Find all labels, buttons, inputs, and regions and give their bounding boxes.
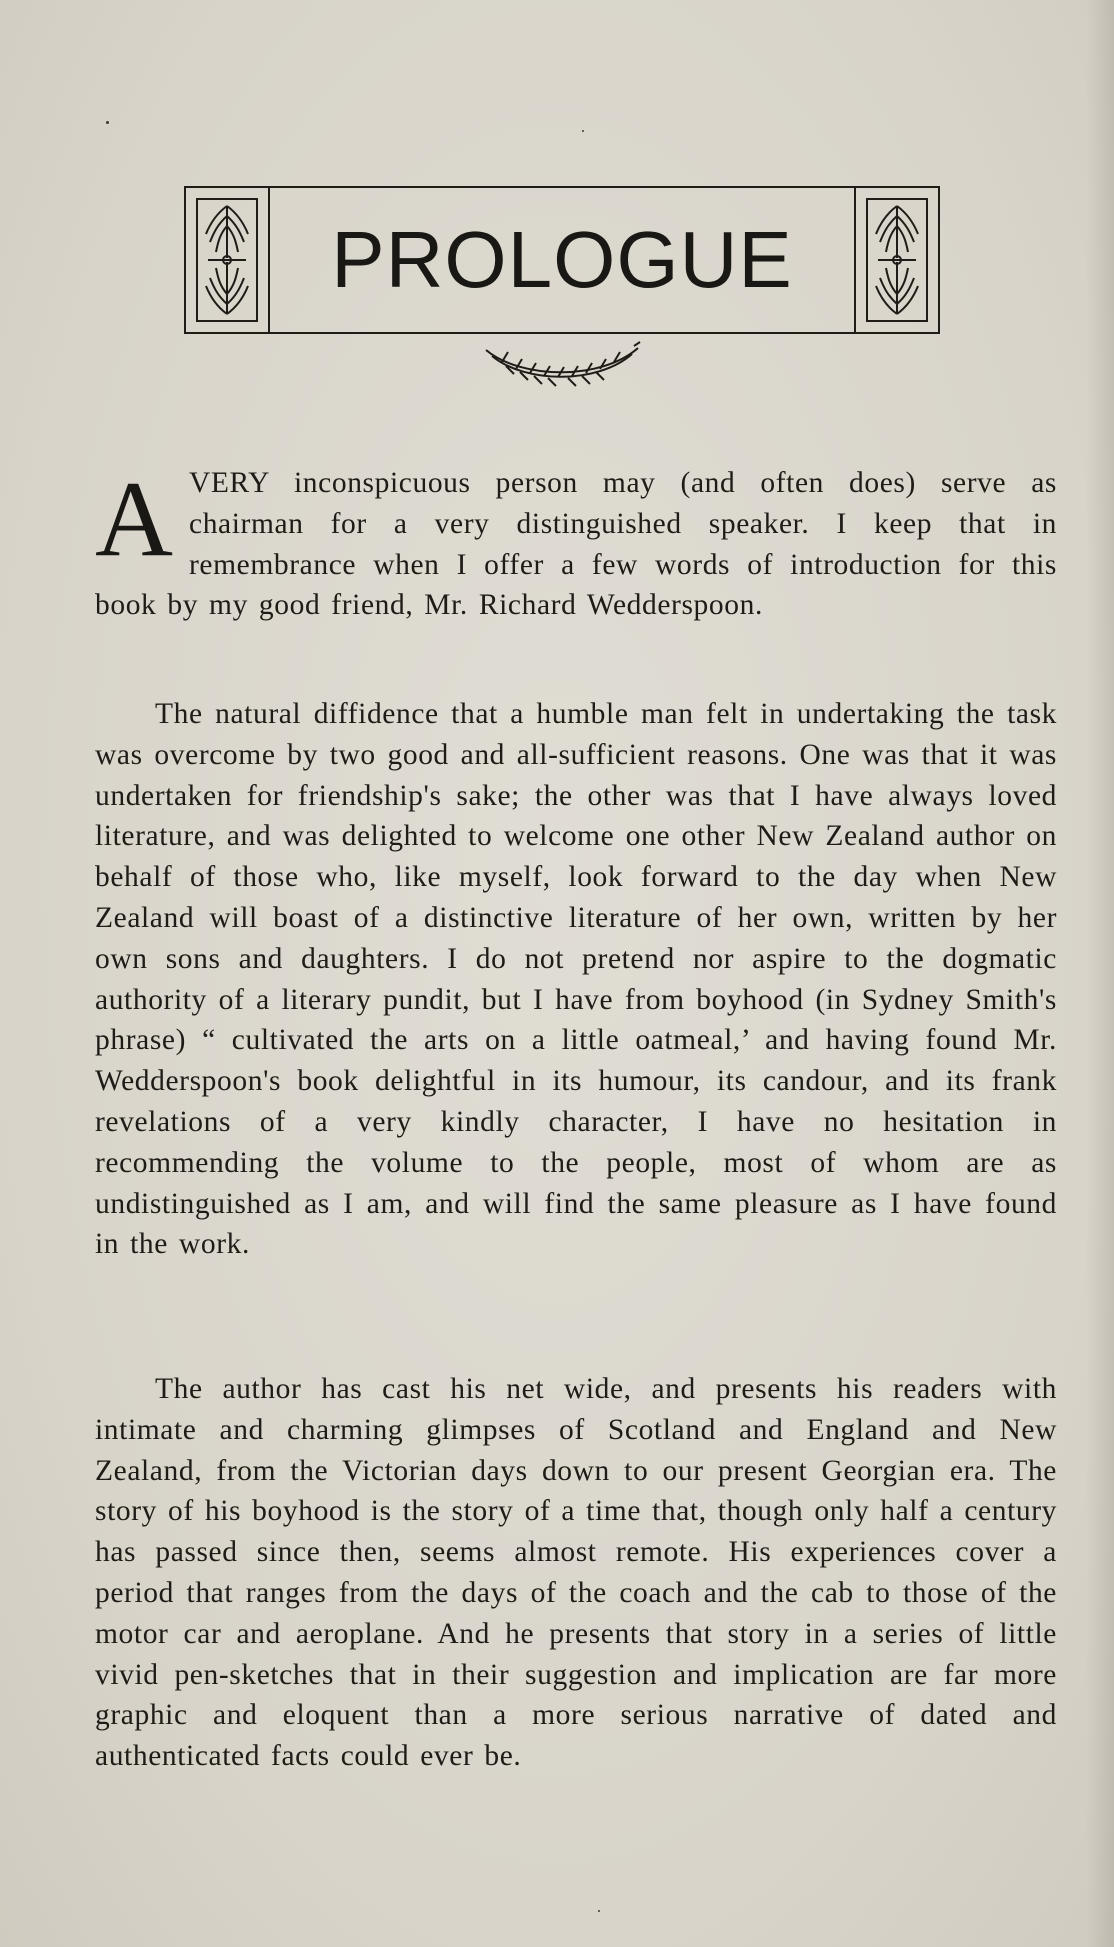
acanthus-ornament-icon bbox=[866, 198, 928, 322]
paragraph-3-text: The author has cast his net wide, and presents his readers with intimate and charming glimpses of Scotland and England and New Zealand, from the Victorian days down to our present Georgian era. The story of his boyhood is the story of a time that, though only half a century has passed since then, seems almost remote. His experiences cover a period that ranges from the days of the coach and the cab to those of the motor car and aeroplane. And he presents that story in a series of little vivid pen-sketches that in their suggestion and implication are far more graphic and eloquent than a more serious narrative of dated and authenticated facts could ever be. bbox=[95, 1373, 1057, 1773]
paragraph-3 bbox=[95, 1369, 1057, 1777]
drop-cap: A bbox=[95, 460, 173, 579]
paragraph-1 bbox=[95, 460, 1057, 626]
acanthus-ornament-icon bbox=[196, 198, 258, 322]
paper-speck bbox=[106, 121, 109, 124]
paper-speck bbox=[598, 1910, 600, 1912]
ornament-panel-left bbox=[186, 188, 270, 332]
page-title: PROLOGUE bbox=[331, 215, 793, 304]
paragraph-2 bbox=[95, 694, 1057, 1265]
ornament-panel-right bbox=[854, 188, 938, 332]
paper-speck bbox=[582, 130, 584, 132]
laurel-garland-icon bbox=[482, 340, 642, 400]
heading-frame bbox=[184, 186, 940, 334]
page-edge-shadow bbox=[1086, 0, 1114, 1947]
paragraph-1-text: VERY inconspicuous person may (and often does) serve as chairman for a very distinguished speaker. I keep that in remembrance when I offer a few words of introduction for this book by my good friend, Mr. Richard Wedderspoon. bbox=[95, 467, 1057, 622]
paragraph-2-text: The natural diffidence that a humble man felt in undertaking the task was overcome by two good and all-sufficient reasons. One was that it was undertaken for friendship's sake; the other was that I have always loved literature, and was delighted to welcome one other New Zealand author on behalf of those who, like myself, look forward to the day when New Zealand will boast of a distinctive literature of her own, written by her own sons and daughters. I do not pretend nor aspire to the dogmatic authority of a literary pundit, but I have from boyhood (in Sydney Smith's phrase) “ cultivated the arts on a little oatmeal,’ and having found Mr. Wedderspoon's book delightful in its humour, its candour, and its frank revelations of a very kindly character, I have no hesitation in recommending the volume to the people, most of whom are as undistinguished as I am, and will find the same pleasure as I have found in the work. bbox=[95, 698, 1057, 1261]
